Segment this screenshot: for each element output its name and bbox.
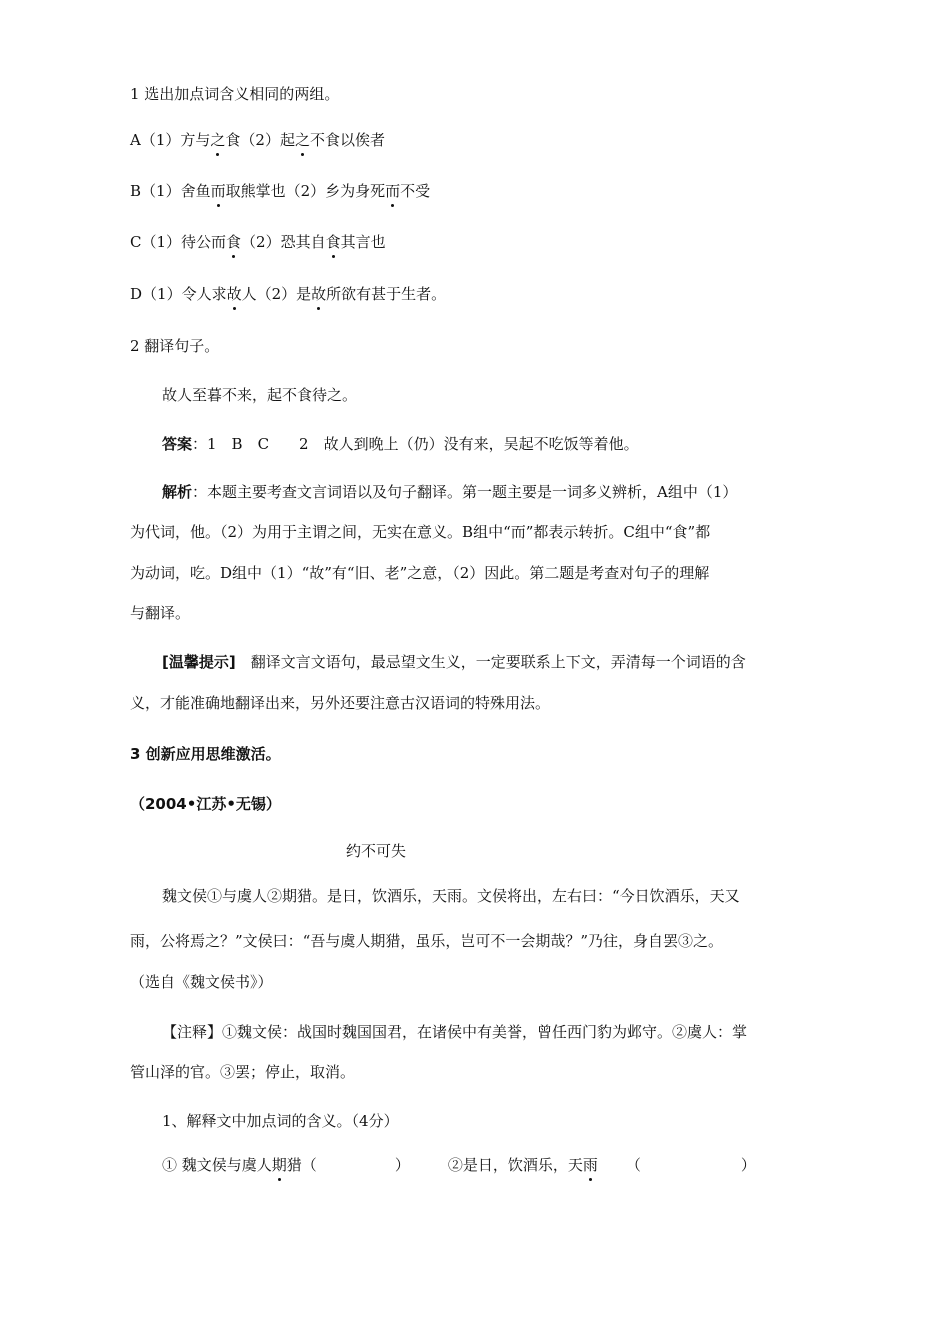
dotted-word: 而 — [210, 182, 226, 200]
analysis-label: 解析 — [162, 483, 193, 501]
q1-option-a: A（1）方与之食（2）起之不食以俟者 — [130, 131, 385, 149]
dotted-word: 故 — [311, 285, 327, 303]
q1-option-b: B（1）舍鱼而取熊掌也（2）乡为身死而不受 — [130, 182, 431, 200]
analysis-line-2: 为代词，他。（2）为用于主谓之间，无实在意义。B组中“而”都表示转折。C组中“食”都 — [130, 523, 711, 541]
analysis-line-3: 为动词，吃。D组中（1）“故”有“旧、老”之意，（2）因此。第二题是考查对句子的理解 — [130, 564, 710, 582]
analysis-line-1: 解析：本题主要考查文言词语以及句子翻译。第一题主要是一词多义辨析，A组中（1） — [162, 483, 738, 501]
dotted-word: 期 — [271, 1156, 287, 1174]
tip-line-2: 义，才能准确地翻译出来，另外还要注意古汉语词的特殊用法。 — [130, 694, 551, 712]
passage-line-1: 魏文侯①与虞人②期猎。是日，饮酒乐，天雨。文侯将出，左右曰：“今日饮酒乐，天又 — [162, 887, 740, 905]
dotted-word: 雨 — [582, 1156, 598, 1174]
tip-label: [温馨提示] — [162, 653, 236, 671]
answer — [162, 434, 639, 454]
dotted-word: 故 — [226, 285, 242, 303]
sub-question-items: ① 魏文侯与虞人期猎（ ） ②是日，饮酒乐，天雨 （ ） — [162, 1156, 756, 1174]
passage-line-3: （选自《魏文侯书》） — [130, 973, 273, 991]
note-label: 【注释】 — [162, 1023, 223, 1041]
note-line-1: 【注释】①魏文侯：战国时魏国国君，在诸侯中有美誉，曾任西门豹为邺守。②虞人：掌 — [162, 1023, 748, 1041]
q2-sentence: 故人至暮不来，起不食待之。 — [162, 386, 358, 404]
note-line-2: 管山泽的官。③罢；停止，取消。 — [130, 1063, 356, 1081]
sub-question-1: 1、解释文中加点词的含义。（4分） — [162, 1112, 399, 1130]
q1-title: 1 选出加点词含义相同的两组。 — [130, 85, 340, 103]
dotted-word: 食 — [325, 233, 341, 251]
answer-text: ：1 B C 2 故人到晚上（仍）没有来，吴起不吃饭等着他。 — [192, 435, 639, 453]
tip-line-1: [温馨提示] 翻译文言文语句，最忌望文生义，一定要联系上下文，弄清每一个词语的含 — [162, 653, 746, 671]
analysis-line-4: 与翻译。 — [130, 604, 191, 622]
passage-title: 约不可失 — [346, 842, 407, 860]
dotted-word: 之 — [294, 131, 310, 149]
q2-title: 2 翻译句子。 — [130, 337, 220, 355]
passage-line-2: 雨，公将焉之？”文侯曰：“吾与虞人期猎，虽乐，岂可不一会期哉？”乃往，身自罢③之。 — [130, 932, 724, 950]
section3-title: 3 创新应用思维激活。 — [130, 745, 281, 763]
q1-option-c: C（1）待公而食（2）恐其自食其言也 — [130, 233, 386, 251]
answer-label: 答案 — [162, 435, 193, 453]
q1-option-d: D（1）令人求故人（2）是故所欲有甚于生者。 — [130, 285, 447, 303]
dotted-word: 而 — [385, 182, 401, 200]
section3-source: （2004•江苏•无锡） — [130, 795, 281, 813]
dotted-word: 之 — [210, 131, 226, 149]
dotted-word: 食 — [226, 233, 242, 251]
